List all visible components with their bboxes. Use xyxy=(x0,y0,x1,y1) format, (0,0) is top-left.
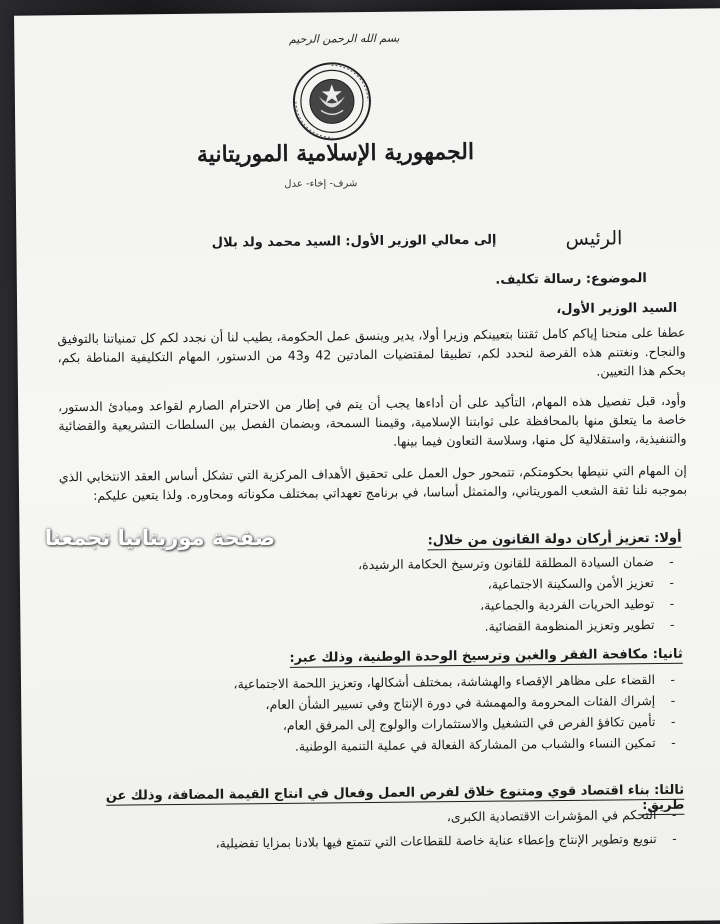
list-item: - ضمان السيادة المطلقة للقانون وترسيخ الحكامة الرشيدة، xyxy=(80,551,680,578)
letter-page xyxy=(14,8,720,924)
list-item: - تأمين تكافؤ الفرص في التشغيل والاستثمارات والولوج إلى المرفق العام، xyxy=(81,711,681,738)
national-seal-icon xyxy=(291,60,374,143)
section-2-heading: ثانيا: مكافحة الفقر والغبن وترسيخ الوحدة الوطنية، وذلك عبر: xyxy=(289,646,683,666)
list-item: - التحكم في المؤشرات الاقتصادية الكبرى، xyxy=(82,803,682,833)
subject-line: الموضوع: رسالة تكليف. xyxy=(495,271,647,288)
paragraph-3: إن المهام التي ننيطها بحكومتكم، تتمحور حول العمل على تحقيق الأهداف المركزية التي تشكل أساس العقد الانتخابي الذي بموجبه نلنا ثقة الشعب الموريتاني، والمتمثل أساسا، في برنامج تعهداتي بمختلف مكوناته ومحاوره. ولذا يتعين عليكم: xyxy=(58,462,688,503)
list-item: - إشراك الفئات المحرومة والمهمشة في دورة الإنتاج وفي تسيير الشأن العام، xyxy=(81,690,681,717)
list-item: - توطيد الحريات الفردية والجماعية، xyxy=(80,593,680,620)
section-1-list xyxy=(80,551,681,641)
paragraph-1: عطفا على منحنا إياكم كامل ثقتنا بتعيينكم وزيرا أولا، يدير وينسق عمل الحكومة، يطيب لنا أن نجدد لكم كل تمنياتنا بالتوفيق والنجاح. ونغتنم هذه الفرصة لنحدد لكم، تطبيقا لمقتضيات المادتين 42 و43 من الدستور، المهام التكليفية المناطة بكم، بحكم هذا التعيين. xyxy=(57,324,686,379)
list-item: - تمكين النساء والشباب من المشاركة الفعالة في عملية التنمية الوطنية. xyxy=(82,732,682,759)
section-1-heading: أولا: تعزيز أركان دولة القانون من خلال: xyxy=(427,530,682,549)
national-motto: شرف- إخاء- عدل xyxy=(284,178,358,190)
page-watermark: صفحة موريتانيا تجمعنا xyxy=(44,526,276,550)
list-item: - تعزيز الأمن والسكينة الاجتماعية، xyxy=(80,572,680,599)
list-item: - تطوير وتعزيز المنظومة القضائية. xyxy=(80,614,680,641)
sender-title: الرئيس xyxy=(565,227,623,250)
section-3-heading: ثالثا: بناء اقتصاد قوي ومتنوع خلاق لفرص العمل وفعال في انتاج القيمة المضافة، وذلك عن طريق: xyxy=(105,782,685,814)
list-item: - تنويع وتطوير الإنتاج وإعطاء عناية خاصة للقطاعات التي تتمتع فيها بلادنا بمزايا تفضيلية، xyxy=(83,827,683,857)
basmala-text: بسم الله الرحمن الرحيم xyxy=(288,31,400,46)
section-3-list xyxy=(82,803,682,857)
paragraph-2: وأود، قبل تفصيل هذه المهام، التأكيد على أن أداءها يجب أن يتم في إطار من الاحترام الصارم لقواعد ومبادئ الدستور، خاصة ما يتعلق منها بالمحافظة على ثوابتنا الإسلامية، وقيمنا السمحة، وبضمان الفصل بين السلطات التشريعية والقضائية والتنفيذية، واستقلالية كل منها، وسلاسة التعاون فيما بينها. xyxy=(58,392,687,449)
addressee-line: إلى معالي الوزير الأول: السيد محمد ولد بلال xyxy=(211,232,497,251)
list-item: - القضاء على مظاهر الإقصاء والهشاشة، بمختلف أشكالها، وتعزيز اللحمة الاجتماعية، xyxy=(81,669,681,696)
section-2-list xyxy=(81,669,682,759)
greeting-line: السيد الوزير الأول، xyxy=(556,300,678,318)
republic-title: الجمهورية الإسلامية الموريتانية xyxy=(196,138,475,168)
